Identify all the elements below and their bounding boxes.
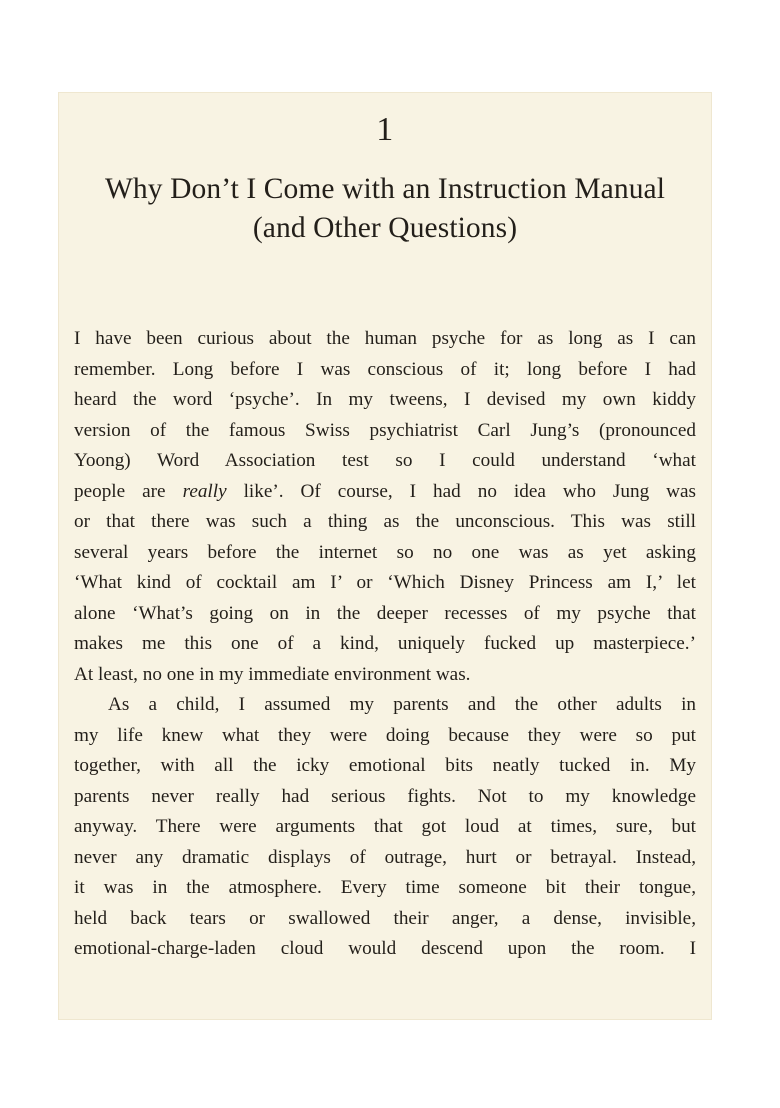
text-line: or that there was such a thing as the unconscious. This was still <box>74 511 696 532</box>
chapter-title <box>74 170 696 248</box>
text-line: never any dramatic displays of outrage, hurt or betrayal. Instead, <box>74 846 696 868</box>
text-line: alone ‘What’s going on in the deeper recesses of my psyche that <box>74 602 696 624</box>
text-line: my life knew what they were doing because they were so put <box>74 724 696 746</box>
text-line: together, with all the icky emotional bits neatly tucked in. My <box>74 755 696 776</box>
text-line: As a child, I assumed my parents and the other adults in <box>108 694 696 715</box>
text-line: ‘What kind of cocktail am I’ or ‘Which Disney Princess am I,’ let <box>74 572 696 593</box>
text-line: remember. Long before I was conscious of it; long before I had <box>74 358 696 380</box>
book-page <box>58 92 712 1020</box>
paragraph-2 <box>74 690 696 965</box>
text-line: version of the famous Swiss psychiatrist Carl Jung’s (pronounced <box>74 419 696 441</box>
paragraph-1 <box>74 324 696 690</box>
chapter-number: 1 <box>376 111 394 148</box>
text-line: it was in the atmosphere. Every time someone bit their tongue, <box>74 877 696 898</box>
text-line: Yoong) Word Association test so I could understand ‘what <box>74 450 696 471</box>
text-line: several years before the internet so no one was as yet asking <box>74 541 696 563</box>
text-line: makes me this one of a kind, uniquely fucked up masterpiece.’ <box>74 633 696 654</box>
emphasis-text: really <box>182 480 227 502</box>
text-line: anyway. There were arguments that got loud at times, sure, but <box>74 816 696 837</box>
text-line: emotional-charge-laden cloud would descend upon the room. I <box>74 938 696 959</box>
text-line: heard the word ‘psyche’. In my tweens, I devised my own kiddy <box>74 389 696 410</box>
text-line: held back tears or swallowed their anger, a dense, invisible, <box>74 907 696 929</box>
text-segment: people are <box>74 480 183 502</box>
chapter-title-line-1: Why Don’t I Come with an Instruction Manual <box>104 173 666 205</box>
text-line <box>74 477 696 508</box>
text-line: parents never really had serious fights. Not to my knowledge <box>74 785 696 807</box>
text-line: I have been curious about the human psyche for as long as I can <box>74 328 696 349</box>
text-segment: like’. Of course, I had no idea who Jung was <box>226 480 696 502</box>
text-line: At least, no one in my immediate environment was. <box>74 663 471 685</box>
chapter-title-line-2: (and Other Questions) <box>252 212 518 244</box>
body-text <box>74 324 696 965</box>
